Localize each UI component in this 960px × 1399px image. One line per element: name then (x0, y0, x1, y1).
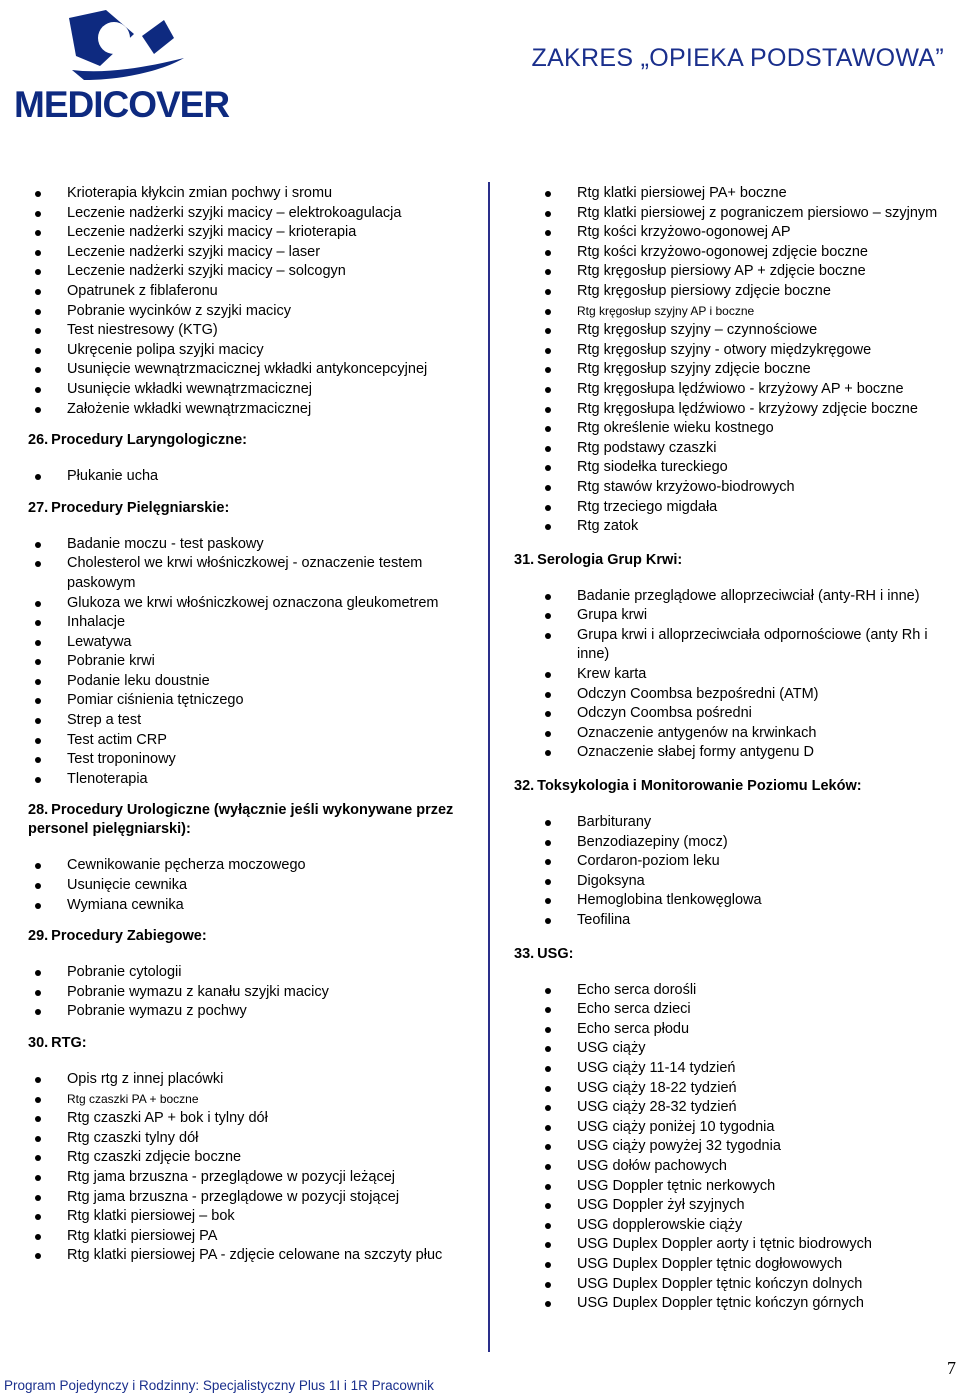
list-item: Test actim CRP (28, 731, 458, 751)
list-item: Wymiana cewnika (28, 896, 458, 916)
list-item: Cewnikowanie pęcherza moczowego (28, 856, 458, 876)
list-item: Krioterapia kłykcin zmian pochwy i sromu (28, 184, 458, 204)
section-heading (28, 1034, 458, 1053)
list-item: USG Doppler tętnic nerkowych (514, 1177, 960, 1197)
section-list (28, 963, 458, 1022)
section-number: 30. (28, 1035, 49, 1051)
list-item: USG ciąży 11-14 tydzień (514, 1059, 960, 1079)
list-item: USG ciąży (514, 1039, 960, 1059)
list-item: Cholesterol we krwi włośniczkowej - oznaczenie testem paskowym (28, 554, 458, 593)
list-item: Rtg czaszki zdjęcie boczne (28, 1148, 458, 1168)
list-item: Pomiar ciśnienia tętniczego (28, 691, 458, 711)
list-item: Płukanie ucha (28, 467, 458, 487)
right-intro-list (514, 184, 960, 537)
left-column (28, 184, 458, 1276)
list-item: Rtg stawów krzyżowo-biodrowych (514, 478, 960, 498)
section-heading (514, 945, 960, 964)
medicover-logo (14, 8, 230, 125)
list-item: USG ciąży 28-32 tydzień (514, 1098, 960, 1118)
list-item: Benzodiazepiny (mocz) (514, 833, 960, 853)
list-item: Cordaron-poziom leku (514, 852, 960, 872)
list-item: USG Duplex Doppler tętnic kończyn górnych (514, 1294, 960, 1314)
left-sections (28, 431, 458, 1266)
section-list (28, 856, 458, 915)
section-number: 26. (28, 432, 49, 449)
list-item: Usunięcie wewnątrzmacicznej wkładki antykoncepcyjnej (28, 360, 458, 380)
list-item: USG Doppler żył szyjnych (514, 1196, 960, 1216)
page-number: 7 (947, 1358, 956, 1378)
list-item: Badanie przeglądowe alloprzeciwciał (anty-RH i inne) (514, 587, 960, 607)
list-item: Rtg czaszki PA + boczne (28, 1090, 458, 1110)
list-item: USG dołów pachowych (514, 1157, 960, 1177)
left-intro-list (28, 184, 458, 419)
section-title: Procedury Urologiczne (wyłącznie jeśli wykonywane przez personel pielęgniarski): (28, 802, 454, 838)
list-item: Oznaczenie słabej formy antygenu D (514, 743, 960, 763)
list-item: Oznaczenie antygenów na krwinkach (514, 724, 960, 744)
list-item: Barbiturany (514, 813, 960, 833)
list-item: Rtg kręgosłupa lędźwiowo - krzyżowy AP + boczne (514, 380, 960, 400)
column-divider (488, 182, 490, 1352)
section-title: RTG: (51, 1035, 87, 1051)
list-item: Krew karta (514, 665, 960, 685)
list-item: Rtg klatki piersiowej z pograniczem piersiowo – szyjnym (514, 204, 960, 224)
list-item: USG Duplex Doppler tętnic dogłowowych (514, 1255, 960, 1275)
section-list (28, 467, 458, 487)
list-item: Rtg kręgosłup szyjny - otwory międzykręgowe (514, 341, 960, 361)
list-item: Strep a test (28, 711, 458, 731)
section-heading (28, 431, 458, 450)
section-heading (28, 927, 458, 946)
list-item: USG dopplerowskie ciąży (514, 1216, 960, 1236)
list-item: Leczenie nadżerki szyjki macicy – laser (28, 243, 458, 263)
section-list (28, 535, 458, 790)
footer-text: Program Pojedynczy i Rodzinny: Specjalistyczny Plus 1I i 1R Pracownik (4, 1378, 434, 1393)
section-heading (514, 551, 960, 570)
list-item: Rtg kręgosłup szyjny – czynnościowe (514, 321, 960, 341)
list-item: Test troponinowy (28, 750, 458, 770)
page-title: ZAKRES „OPIEKA PODSTAWOWA” (531, 44, 944, 72)
section-number: 28. (28, 802, 49, 819)
list-item: Opis rtg z innej placówki (28, 1070, 458, 1090)
section-title: Serologia Grup Krwi: (537, 551, 683, 568)
list-item: Rtg kręgosłup piersiowy AP + zdjęcie boczne (514, 262, 960, 282)
list-item: Leczenie nadżerki szyjki macicy – krioterapia (28, 223, 458, 243)
list-item: Rtg trzeciego migdała (514, 498, 960, 518)
list-item: Echo serca dzieci (514, 1000, 960, 1020)
section-number: 31. (514, 551, 535, 568)
list-item: Test niestresowy (KTG) (28, 321, 458, 341)
list-item: Założenie wkładki wewnątrzmacicznej (28, 400, 458, 420)
section-title: Procedury Pielęgniarskie: (51, 499, 230, 516)
list-item: Pobranie wymazu z pochwy (28, 1002, 458, 1022)
section-heading (28, 801, 458, 839)
medicover-emblem-icon (14, 8, 230, 88)
list-item: Rtg kości krzyżowo-ogonowej zdjęcie boczne (514, 243, 960, 263)
section-heading (28, 499, 458, 518)
list-item: USG ciąży powyżej 32 tygodnia (514, 1137, 960, 1157)
right-sections (514, 551, 960, 1314)
list-item: Rtg czaszki tylny dół (28, 1129, 458, 1149)
list-item: Odczyn Coombsa pośredni (514, 704, 960, 724)
list-item: Hemoglobina tlenkowęglowa (514, 891, 960, 911)
list-item: Odczyn Coombsa bezpośredni (ATM) (514, 685, 960, 705)
list-item: Inhalacje (28, 613, 458, 633)
section-list (514, 813, 960, 931)
section-heading (514, 777, 960, 796)
list-item: Badanie moczu - test paskowy (28, 535, 458, 555)
section-title: Procedury Laryngologiczne: (51, 432, 247, 449)
section-title: Procedury Zabiegowe: (51, 928, 207, 945)
section-title: USG: (537, 945, 574, 962)
list-item: Rtg jama brzuszna - przeglądowe w pozycji leżącej (28, 1168, 458, 1188)
section-number: 27. (28, 499, 49, 516)
list-item: Grupa krwi (514, 606, 960, 626)
section-number: 33. (514, 945, 535, 962)
list-item: Rtg klatki piersiowej – bok (28, 1207, 458, 1227)
list-item: Rtg czaszki AP + bok i tylny dół (28, 1109, 458, 1129)
list-item: Leczenie nadżerki szyjki macicy – elektrokoagulacja (28, 204, 458, 224)
list-item: Rtg podstawy czaszki (514, 439, 960, 459)
list-item: Rtg kręgosłup szyjny AP i boczne (514, 302, 960, 322)
list-item: USG Duplex Doppler aorty i tętnic biodrowych (514, 1235, 960, 1255)
list-item: Echo serca dorośli (514, 981, 960, 1001)
list-item: Digoksyna (514, 872, 960, 892)
list-item: Pobranie wycinków z szyjki macicy (28, 302, 458, 322)
list-item: USG Duplex Doppler tętnic kończyn dolnych (514, 1275, 960, 1295)
section-list (514, 981, 960, 1314)
section-number: 29. (28, 928, 49, 945)
list-item: Rtg kręgosłupa lędźwiowo - krzyżowy zdjęcie boczne (514, 400, 960, 420)
section-title: Toksykologia i Monitorowanie Poziomu Leków: (537, 778, 862, 795)
list-item: Teofilina (514, 911, 960, 931)
list-item: Pobranie wymazu z kanału szyjki macicy (28, 983, 458, 1003)
list-item: Opatrunek z fiblaferonu (28, 282, 458, 302)
list-item: Rtg zatok (514, 517, 960, 537)
list-item: Tlenoterapia (28, 770, 458, 790)
list-item: USG ciąży poniżej 10 tygodnia (514, 1118, 960, 1138)
brand-name: MEDICOVER (14, 84, 230, 125)
list-item: Rtg klatki piersiowej PA+ boczne (514, 184, 960, 204)
list-item: Echo serca płodu (514, 1020, 960, 1040)
list-item: Rtg klatki piersiowej PA (28, 1227, 458, 1247)
list-item: Rtg kręgosłup piersiowy zdjęcie boczne (514, 282, 960, 302)
list-item: Usunięcie wkładki wewnątrzmacicznej (28, 380, 458, 400)
list-item: USG ciąży 18-22 tydzień (514, 1079, 960, 1099)
list-item: Rtg jama brzuszna - przeglądowe w pozycji stojącej (28, 1188, 458, 1208)
section-list (28, 1070, 458, 1266)
list-item: Glukoza we krwi włośniczkowej oznaczona gleukometrem (28, 594, 458, 614)
list-item: Rtg siodełka tureckiego (514, 458, 960, 478)
list-item: Rtg kręgosłup szyjny zdjęcie boczne (514, 360, 960, 380)
list-item: Rtg kości krzyżowo-ogonowej AP (514, 223, 960, 243)
list-item: Rtg określenie wieku kostnego (514, 419, 960, 439)
list-item: Lewatywa (28, 633, 458, 653)
section-number: 32. (514, 778, 535, 795)
list-item: Pobranie cytologii (28, 963, 458, 983)
section-list (514, 587, 960, 763)
list-item: Rtg klatki piersiowej PA - zdjęcie celowane na szczyty płuc (28, 1246, 458, 1266)
list-item: Podanie leku doustnie (28, 672, 458, 692)
list-item: Usunięcie cewnika (28, 876, 458, 896)
list-item: Pobranie krwi (28, 652, 458, 672)
list-item: Leczenie nadżerki szyjki macicy – solcogyn (28, 262, 458, 282)
list-item: Ukręcenie polipa szyjki macicy (28, 341, 458, 361)
list-item: Grupa krwi i alloprzeciwciała odpornościowe (anty Rh i inne) (514, 626, 960, 665)
right-column (514, 184, 960, 1324)
